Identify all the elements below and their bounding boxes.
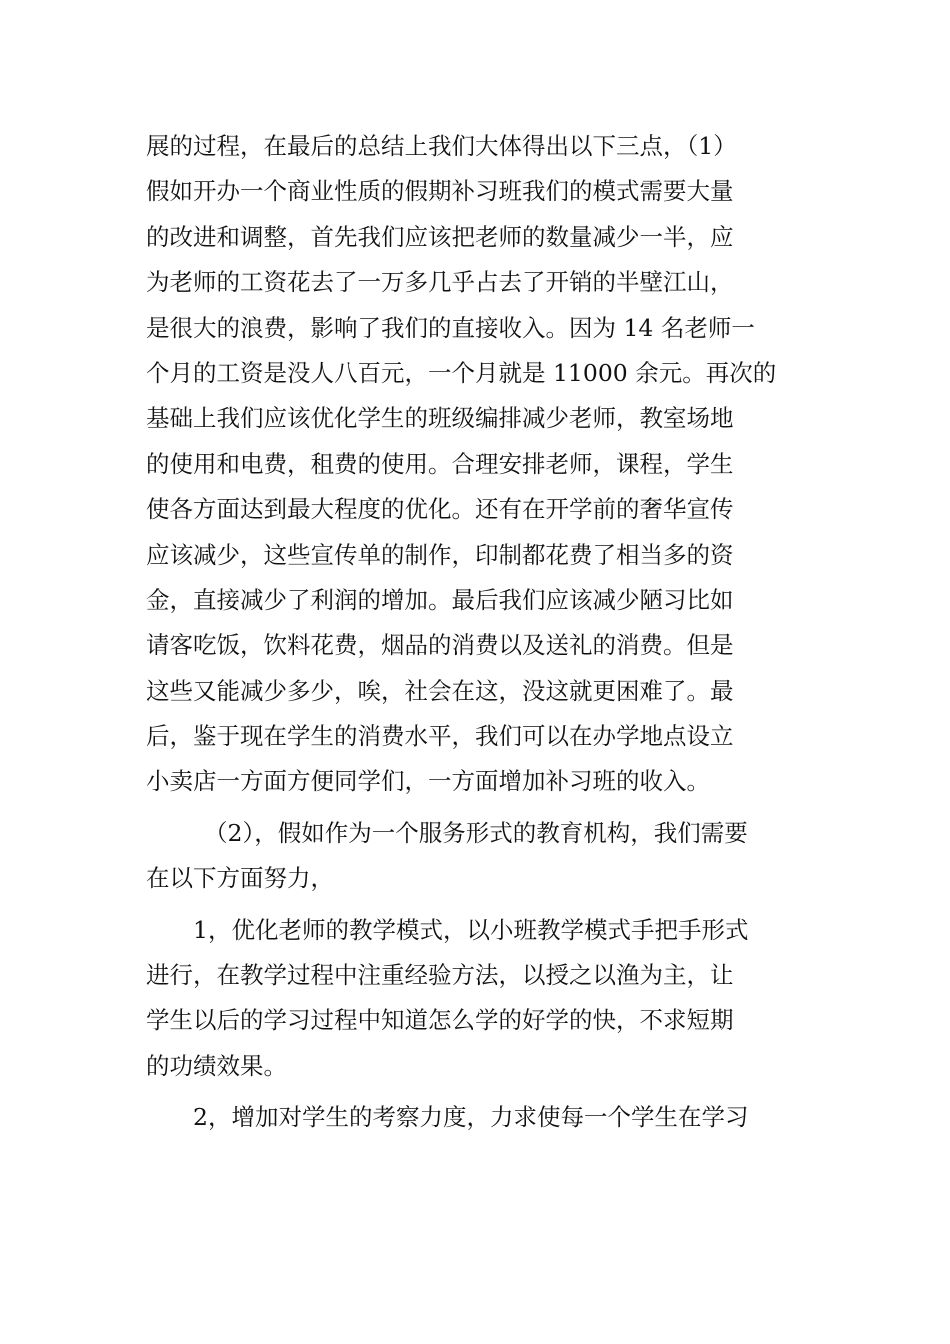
text-line: 基础上我们应该优化学生的班级编排减少老师，教室场地 [146,404,734,433]
text-line: 1，优化老师的教学模式，以小班教学模式手把手形式 [193,915,749,944]
text-line: 展的过程，在最后的总结上我们大体得出以下三点，（1） [146,132,737,160]
paragraph-summary [146,124,808,805]
text-line: （2），假如作为一个服务形式的教育机构，我们需要 [204,818,748,847]
text-line: 的使用和电费，租费的使用。合理安排老师，课程，学生 [146,449,734,478]
paragraph-service-model [146,811,808,902]
text-line: 为老师的工资花去了一万多几乎占去了开销的半壁江山， [146,268,734,297]
text-line: 应该减少，这些宣传单的制作，印制都花费了相当多的资 [146,540,734,569]
text-line: 个月的工资是没人八百元，一个月就是 11000 余元。再次的 [146,358,777,387]
text-line: 2，增加对学生的考察力度，力求使每一个学生在学习 [193,1103,749,1132]
text-line: 的功绩效果。 [146,1051,287,1080]
paragraph-point-1 [146,908,808,1090]
paragraph-point-2 [146,1095,808,1140]
text-line: 后，鉴于现在学生的消费水平，我们可以在办学地点设立 [146,722,734,751]
text-line: 使各方面达到最大程度的优化。还有在开学前的奢华宣传 [146,495,734,524]
text-line: 请客吃饭，饮料花费，烟品的消费以及送礼的消费。但是 [146,631,734,660]
text-line: 在以下方面努力， [146,864,334,893]
text-line: 的改进和调整，首先我们应该把老师的数量减少一半，应 [146,222,734,251]
text-line: 小卖店一方面方便同学们，一方面增加补习班的收入。 [146,767,710,796]
text-line: 是很大的浪费，影响了我们的直接收入。因为 14 名老师一 [146,313,755,342]
text-line: 学生以后的学习过程中知道怎么学的好学的快，不求短期 [146,1006,734,1035]
text-line: 金，直接减少了利润的增加。最后我们应该减少陋习比如 [146,585,734,614]
text-line: 假如开办一个商业性质的假期补习班我们的模式需要大量 [146,177,734,206]
document-body [146,124,808,1141]
text-line: 进行，在教学过程中注重经验方法，以授之以渔为主，让 [146,961,734,990]
text-line: 这些又能减少多少，唉，社会在这，没这就更困难了。最 [146,676,734,705]
